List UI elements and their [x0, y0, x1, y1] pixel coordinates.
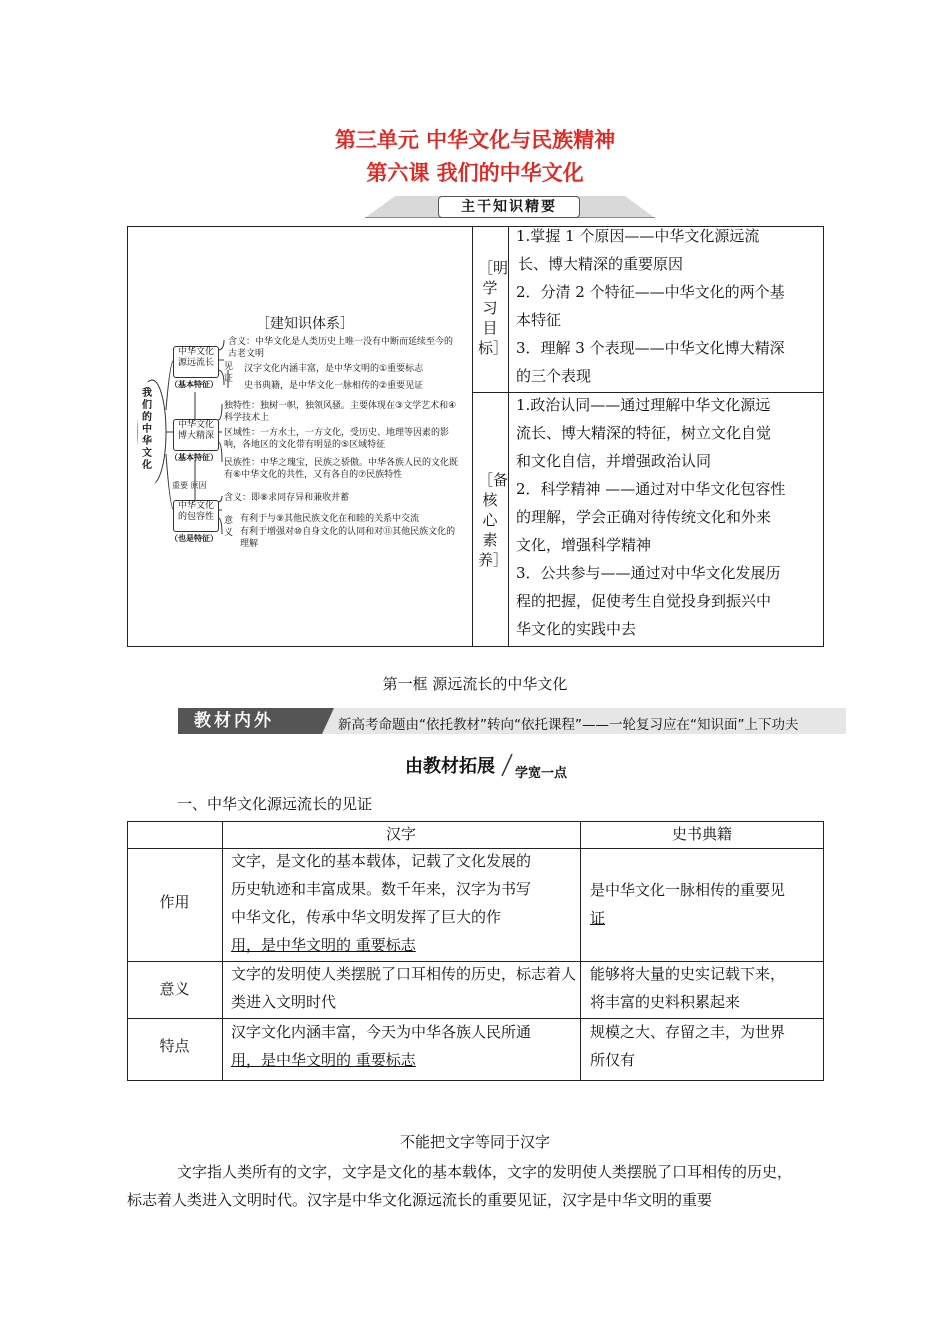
literacy-line: 文化，增强科学精神: [516, 536, 652, 554]
note-line-2: 标志着人类进入文明时代。汉字是中华文化源远流长的重要见证，汉字是中华文明的重要: [127, 1191, 713, 1209]
cell-line: 类进入文明时代: [231, 993, 337, 1011]
concept-b3-meaning: 含义：即⑧求同存异和兼收并蓄: [224, 493, 350, 503]
concept-b1-w1: 汉字文化内涵丰富，是中华文明的①重要标志: [244, 364, 424, 374]
section-bar-text: 新高考命题由“依托教材”转向“依托课程”——一轮复习应在“知识面”上下功夫: [338, 717, 799, 733]
literacy-label: ［备核心素养］: [478, 471, 509, 569]
concept-b1-w2: 史书典籍，是中华文化一脉相传的②重要见证: [244, 381, 424, 391]
cell-line: 能够将大量的史实记载下来，: [590, 965, 786, 983]
concept-box-origin-sub: （基本特征）: [170, 380, 218, 389]
literacy-text: [516, 391, 821, 643]
table-row: [231, 960, 579, 1016]
goal-line: 的三个表现: [516, 367, 592, 385]
concept-box-origin: 中华文化源远流长: [173, 346, 219, 378]
concept-b3-sig-label: 意义: [224, 516, 234, 538]
concept-b3-s2: 有利于增强对⑩自身文化的认同和对⑪其他民族文化的理解: [240, 527, 456, 549]
lesson-title: 第六课 我们的中华文化: [366, 161, 584, 185]
table-row: [590, 960, 822, 1016]
cell-line: 是中华文化一脉相传的重要见: [590, 881, 786, 899]
table-divider: [508, 226, 509, 647]
concept-b2-1: 独特性：独树一帜，独领风骚。主要体现在③文学艺术和④科学技术上: [224, 401, 457, 423]
cell-line: 证: [590, 909, 606, 927]
table-row: [231, 847, 579, 959]
cell-line: 历史轨迹和丰富成果。数千年来，汉字为书写: [231, 880, 532, 898]
concept-box-inclusive-sub: （也是特征）: [170, 534, 218, 543]
goal-line: 本特征: [516, 311, 562, 329]
table-row: [590, 1018, 822, 1074]
table-header-shishu: 史书典籍: [671, 825, 732, 843]
goal-line: 3．理解 3 个表现——中华文化博大精深: [516, 339, 785, 357]
table-row: [590, 876, 822, 932]
concept-box-inclusive: 中华文化的包容性: [173, 500, 219, 532]
goal-line: 2．分清 2 个特征——中华文化的两个基: [516, 283, 785, 301]
table-divider: [580, 821, 581, 1081]
concept-box-depth: 中华文化博大精深: [173, 419, 219, 451]
goals-text: [516, 222, 821, 390]
table-divider: [222, 821, 223, 1081]
literacy-line: 和文化自信，并增强政治认同: [516, 452, 712, 470]
concept-b1-meaning: 含义：中华文化是人类历史上唯一没有中断而延续至今的古老文明: [228, 337, 454, 359]
table-divider: [472, 226, 473, 647]
cell-line: 中华文化，传承中华文明发挥了巨大的作: [231, 908, 502, 926]
row-label: 作用: [159, 893, 190, 911]
sub-banner: 由教材拓展: [405, 756, 495, 777]
concept-b3-s1: 有利于与⑨其他民族文化在和睦的关系中交流: [240, 514, 420, 524]
literacy-line: 2．科学精神 ——通过对中华文化包容性: [516, 480, 786, 498]
cell-line: 用，是中华文明的 重要标志: [231, 1051, 416, 1069]
sub-banner-slash: [500, 752, 514, 778]
cell-line: 规模之大、存留之丰，为世界: [590, 1023, 786, 1041]
table-row: [231, 1018, 579, 1074]
section-title: 第一框 源远流长的中华文化: [382, 675, 568, 693]
note-title: 不能把文字等同于汉字: [399, 1133, 550, 1151]
goal-line: 1.掌握 1 个原因——中华文化源远流: [516, 227, 760, 245]
cell-line: 用，是中华文明的 重要标志: [231, 936, 416, 954]
bar-slant: [318, 708, 334, 734]
note-line-1: 文字指人类所有的文字，文字是文化的基本载体，文字的发明使人类摆脱了口耳相传的历史，: [177, 1163, 793, 1181]
literacy-line: 华文化的实践中去: [516, 620, 637, 638]
cell-line: 所仅有: [590, 1051, 636, 1069]
row-label: 意义: [159, 980, 190, 998]
literacy-line: 1.政治认同——通过理解中华文化源远: [516, 396, 771, 414]
goal-line: 长、博大精深的重要原因: [518, 255, 684, 273]
row-label: 特点: [159, 1037, 190, 1055]
table-header-hanzi: 汉字: [385, 825, 416, 843]
cell-line: 文字，是文化的基本载体，记载了文化发展的: [231, 852, 532, 870]
goals-label: ［明学习目标］: [478, 259, 509, 357]
concept-link-label: 重要 原因: [172, 481, 207, 490]
cell-line: 将丰富的史料积累起来: [590, 993, 741, 1011]
section-bar-label: 教材内外: [178, 708, 318, 734]
cell-line: 汉字文化内涵丰富，今天为中华各族人民所通: [231, 1023, 532, 1041]
concept-b2-3: 民族性：中华之瑰宝，民族之骄傲。中华各族人民的文化既有⑥中华文化的共性，又有各自的⑦民族特性: [224, 458, 459, 480]
literacy-line: 3．公共参与——通过对中华文化发展历: [516, 564, 781, 582]
sub-banner-secondary: 学宽一点: [515, 766, 568, 781]
concept-center: 我们的中华文化: [138, 382, 156, 488]
concept-b2-2: 区域性：一方水土，一方文化，受历史、地理等因素的影响，各地区的文化带有明显的⑤区域特征: [224, 428, 450, 450]
cell-line: 文字的发明使人类摆脱了口耳相传的历史，标志着人: [231, 965, 577, 983]
concept-map-caption: ［建知识体系］: [256, 316, 354, 332]
concept-box-depth-sub: （基本特征）: [170, 453, 218, 462]
banner-label: 主干知识精要: [438, 196, 580, 218]
literacy-line: 的理解，学会正确对待传统文化和外来: [516, 508, 772, 526]
unit-title: 第三单元 中华文化与民族精神: [334, 128, 616, 152]
literacy-line: 流长、博大精深的特征，树立文化自觉: [516, 424, 772, 442]
concept-b1-witness-label: 见证: [224, 362, 234, 384]
literacy-line: 程的把握，促使考生自觉投身到振兴中: [516, 592, 772, 610]
section-heading: 一、中华文化源远流长的见证: [177, 795, 373, 813]
